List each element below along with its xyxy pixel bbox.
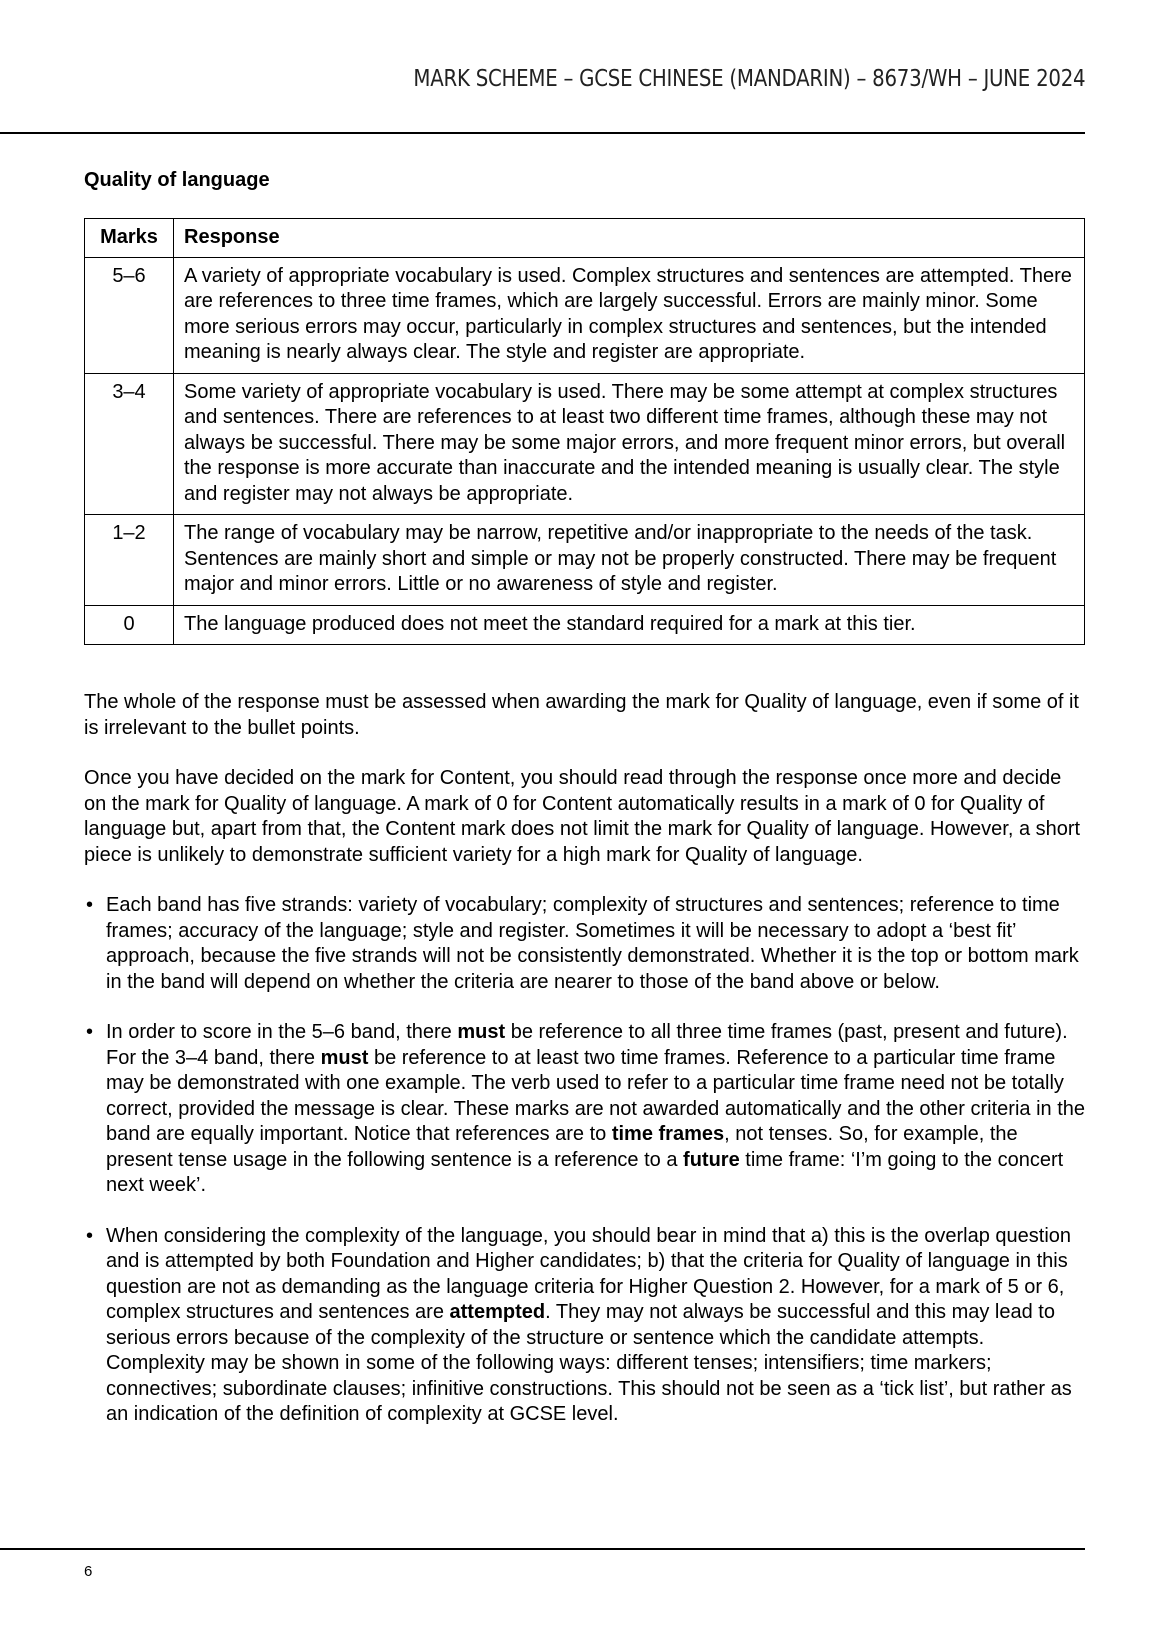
document-header-title: MARK SCHEME – GCSE CHINESE (MANDARIN) – 8673/WH – JUNE 2024	[413, 66, 1085, 92]
text-segment: time frame: ‘I’m going to the concert next week’.	[106, 1148, 1064, 1196]
bullet-item	[84, 1020, 1085, 1199]
response-cell: A variety of appropriate vocabulary is used. Complex structures and sentences are attempted. There are references to three time frames, which are largely successful. Errors are mainly minor. Some more serious errors may occur, particularly in complex structures and sentences, but the intended meaning is nearly always clear. The style and register are appropriate.	[174, 257, 1085, 373]
text-segment: Each band has five strands: variety of vocabulary; complexity of structures and sentences; reference to time frames; accuracy of the language; style and register. Sometimes it will be necessary to adopt a ‘best fit’ approach, because the five strands will not be consistently demonstrated. Whether it is the top or bottom mark in the band will depend on whether the criteria are nearer to those of the band above or below.	[106, 894, 1079, 993]
footer-divider	[0, 1548, 1085, 1550]
bullet-icon: •	[86, 1021, 94, 1043]
bullet-icon: •	[86, 1224, 94, 1247]
guidance-body	[84, 690, 1085, 1453]
text-segment: In order to score in the 5–6 band, there	[106, 1021, 458, 1043]
marks-cell: 5–6	[85, 257, 174, 373]
emphasis-text: future	[683, 1148, 740, 1171]
table-row	[85, 515, 1085, 606]
marks-cell: 1–2	[85, 515, 174, 606]
bullet-icon: •	[86, 894, 94, 916]
page-number: 6	[84, 1563, 93, 1580]
paragraph-whole-response: The whole of the response must be assessed when awarding the mark for Quality of language, even if some of it is irrelevant to the bullet points.	[84, 691, 1079, 739]
emphasis-text: time frames	[611, 1123, 725, 1145]
guidance-bullet-list	[84, 893, 1085, 1428]
marks-column-header: Marks	[85, 219, 174, 258]
bullet-text	[106, 894, 1079, 993]
table-row	[85, 257, 1085, 373]
quality-of-language-table	[84, 218, 1085, 645]
bullet-text	[106, 1225, 1072, 1426]
text-segment: be reference to at least two time frames. Reference to a particular time frame may be demonstrated with one example. The verb used to refer to a particular time frame need not be totally correct, provided the message is clear. These marks are not awarded automatically and the other criteria in the band are equally important. Notice that references are to	[106, 1046, 1086, 1145]
emphasis-text: attempted	[449, 1301, 546, 1323]
bullet-text	[106, 1021, 1085, 1196]
table-row	[85, 373, 1085, 515]
response-column-header: Response	[174, 219, 1085, 258]
emphasis-text: must	[457, 1021, 506, 1043]
marks-cell: 0	[85, 605, 174, 645]
section-title: Quality of language	[84, 169, 270, 191]
response-cell: The range of vocabulary may be narrow, repetitive and/or inappropriate to the needs of the task. Sentences are mainly short and simple or may not be properly constructed. There may be frequent major and minor errors. Little or no awareness of style and register.	[174, 515, 1085, 606]
marks-cell: 3–4	[85, 373, 174, 515]
text-segment: . They may not always be successful and this may lead to serious errors because of the complexity of the structure or sentence which the candidate attempts. Complexity may be shown in some of the following ways: different tenses; intensifiers; time markers; connectives; subordinate clauses; infinitive constructions. This should not be seen as a ‘tick list’, but rather as an indication of the definition of complexity at GCSE level.	[106, 1301, 1072, 1425]
response-cell: Some variety of appropriate vocabulary is used. There may be some attempt at complex structures and sentences. There are references to at least two different time frames, although these may not always be successful. There may be some major errors, and more frequent minor errors, but overall the response is more accurate than inaccurate and the intended meaning is usually clear. The style and register may not always be appropriate.	[174, 373, 1085, 515]
bullet-item	[84, 893, 1085, 995]
text-segment: , not tenses. So, for example, the present tense usage in the following sentence is a reference to a	[106, 1123, 1018, 1171]
bullet-item	[84, 1224, 1085, 1428]
text-segment: When considering the complexity of the language, you should bear in mind that a) this is the overlap question and is attempted by both Foundation and Higher candidates; b) that the criteria for Quality of language in this question are not as demanding as the language criteria for Higher Question 2. However, for a mark of 5 or 6, complex structures and sentences are	[106, 1224, 1072, 1323]
table-row	[85, 605, 1085, 645]
table-header-row	[85, 219, 1085, 258]
header-divider	[0, 132, 1085, 134]
response-cell: The language produced does not meet the standard required for a mark at this tier.	[174, 605, 1085, 645]
paragraph-content-mark: Once you have decided on the mark for Content, you should read through the response once more and decide on the mark for Quality of language. A mark of 0 for Content automatically results in a mark of 0 for Quality of language but, apart from that, the Content mark does not limit the mark for Quality of language. However, a short piece is unlikely to demonstrate sufficient variety for a high mark for Quality of language.	[84, 767, 1081, 866]
text-segment: be reference to all three time frames (past, present and future). For the 3–4 band, there	[106, 1021, 1068, 1069]
emphasis-text: must	[320, 1046, 369, 1069]
